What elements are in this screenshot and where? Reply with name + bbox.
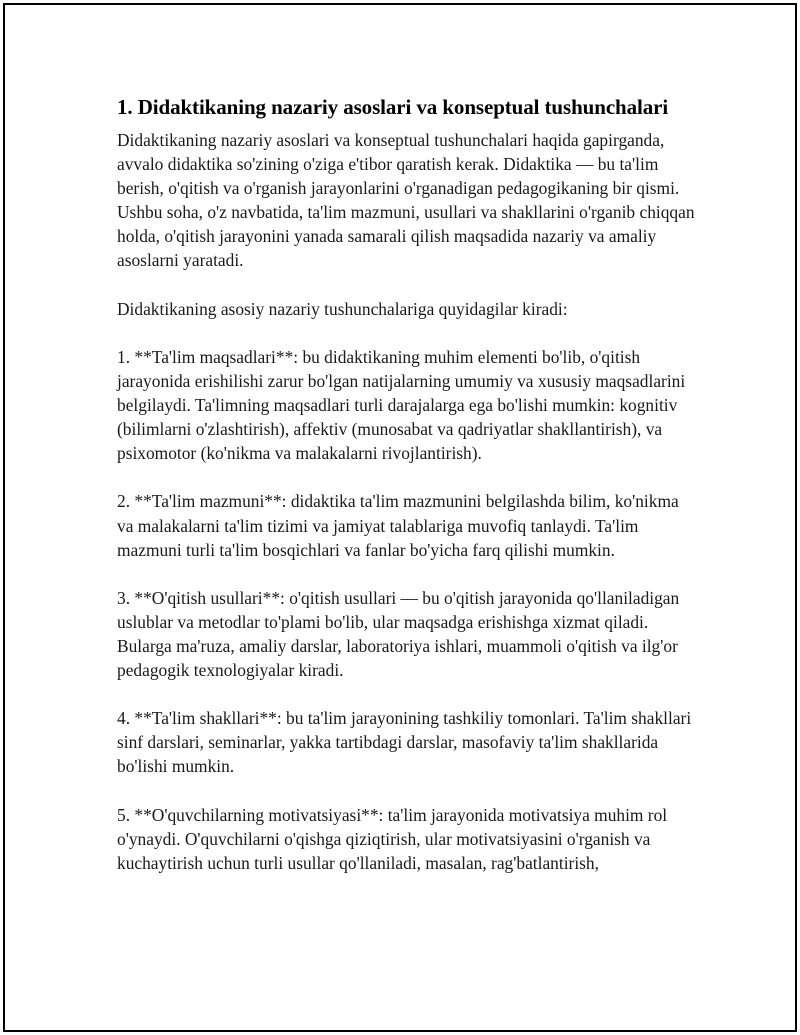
intro-paragraph: Didaktikaning nazariy asoslari va konseptual tushunchalari haqida gapirganda, avvalo didaktika so'zining o'ziga e'tibor qaratish kerak. Didaktika — bu ta'lim berish, o'qitish va o'rganish jarayonlarini o'rganadigan pedagogikaning bir qismi. Ushbu soha, o'z navbatida, ta'lim mazmuni, usullari va shakllarini o'rganib chiqqan holda, o'qitish jarayonini yanada samarali qilish maqsadida nazariy va amaliy asoslarni yaratadi. [117,130,695,271]
list-item-content: 2. **Ta'lim mazmuni**: didaktika ta'lim mazmunini belgilashda bilim, ko'nikma va malakalarni ta'lim tizimi va jamiyat talablariga muvofiq tanlaydi. Ta'lim mazmuni turli ta'lim bosqichlari va fanlar bo'yicha farq qilishi mumkin. [117,491,679,560]
document-body [117,92,697,899]
list-item-motivation: 5. **O'quvchilarning motivatsiyasi**: ta'lim jarayonida motivatsiya muhim rol o'ynaydi. O'quvchilarni o'qishga qiziqtirish, ular motivatsiyasini o'rganish va kuchaytirish uchun turli usullar qo'llaniladi, masalan, rag'batlantirish, [117,804,668,873]
list-item-methods: 3. **O'qitish usullari**: o'qitish usullari — bu o'qitish jarayonida qo'llaniladigan uslublar va metodlar to'plami bo'lib, ular maqsadga erishishga xizmat qiladi. Bularga ma'ruza, amaliy darslar, laboratoriya ishlari, muammoli o'qitish va ilg'or pedagogik texnologiyalar kiradi. [117,587,680,681]
list-item-forms: 4. **Ta'lim shakllari**: bu ta'lim jarayonining tashkiliy tomonlari. Ta'lim shakllari sinf darslari, seminarlar, yakka tartibdagi darslar, masofaviy ta'lim shakllarida bo'lishi mumkin. [117,708,692,777]
section-heading: 1. Didaktikaning nazariy asoslari va konseptual tushunchalari [117,95,669,119]
concepts-intro-paragraph: Didaktikaning asosiy nazariy tushunchalariga quyidagilar kiradi: [117,298,568,319]
list-item-goals: 1. **Ta'lim maqsadlari**: bu didaktikaning muhim elementi bo'lib, o'qitish jarayonida erishilishi zarur bo'lgan natijalarning umumiy va xususiy maqsadlarini belgilaydi. Ta'limning maqsadlari turli darajalarga ega bo'lishi mumkin: kognitiv (bilimlarni o'zlashtirish), affektiv (munosabat va qadriyatlar shakllantirish), va psixomotor (ko'nikma va malakalarni rivojlantirish). [117,346,686,464]
